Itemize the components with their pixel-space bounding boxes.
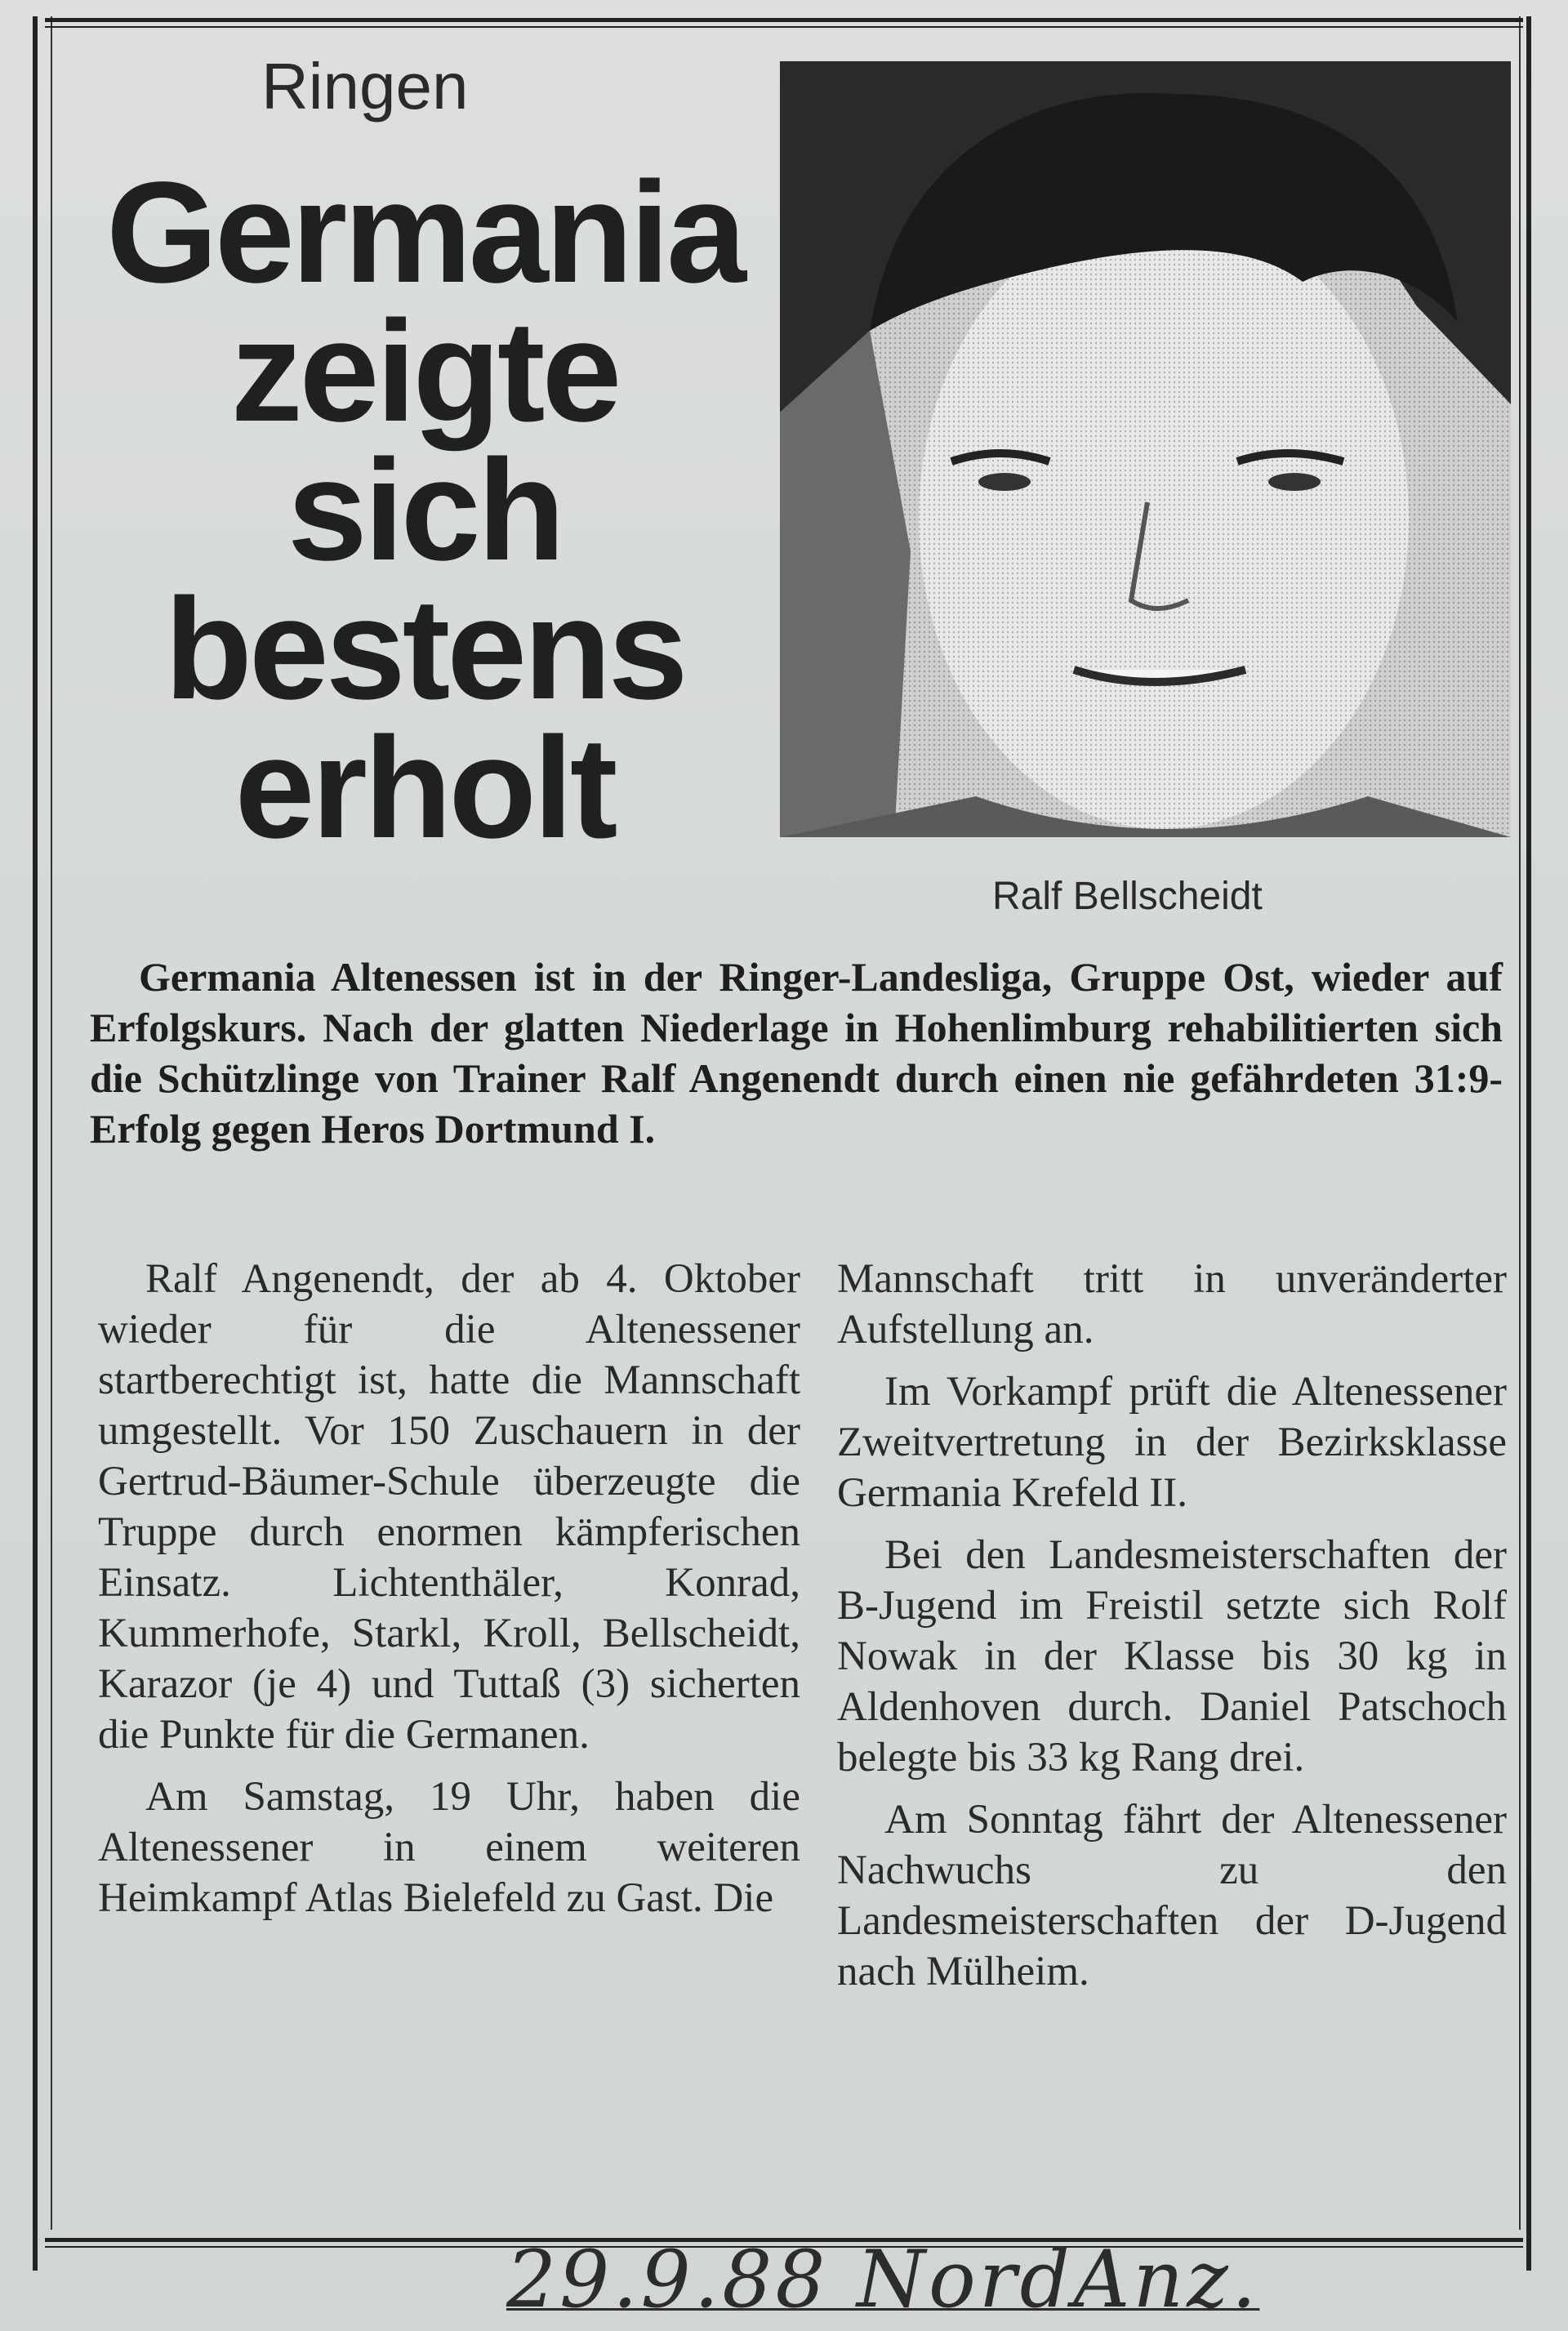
body-paragraph: Ralf Angenendt, der ab 4. Oktober wieder für die Altenessener startberechtigt ist, hatte die Mannschaft umgestellt. Vor 150 Zuschauern in der Gertrud-Bäumer-Schule überzeugte die Truppe durch enormen kämpferischen Einsatz. Lichtenthäler, Konrad, Kummerhofe, Starkl, Kroll, Bellscheidt, Karazor (je 4) und Tuttaß (3) sicherten die Punkte für die Germanen. xyxy=(98,1256,800,1758)
portrait-illustration xyxy=(780,61,1511,837)
portrait-photo xyxy=(780,61,1511,837)
photo-caption: Ralf Bellscheidt xyxy=(992,875,1263,918)
body-paragraph: Im Vorkampf prüft die Altenessener Zweitvertretung in der Bezirksklasse Germania Krefeld II. xyxy=(837,1369,1507,1516)
body-paragraph: Am Samstag, 19 Uhr, haben die Altenessener in einem weiteren Heimkampf Atlas Bielefeld zu Gast. Die xyxy=(98,1774,800,1921)
headline-line: bestens xyxy=(164,569,685,729)
headline-line: zeigte xyxy=(230,292,619,452)
kicker: Ringen xyxy=(261,50,469,123)
headline xyxy=(82,153,768,868)
headline-line: erholt xyxy=(234,708,615,868)
body-column-right xyxy=(837,1254,1507,2008)
top-rule xyxy=(45,18,1523,22)
headline-line: sich xyxy=(287,430,563,591)
handwritten-date-note: 29.9.88 NordAnz. xyxy=(506,2234,1260,2325)
headline-line: Germania xyxy=(106,153,743,313)
top-rule-thin xyxy=(45,26,1523,28)
body-paragraph: Mannschaft tritt in unveränderter Aufstellung an. xyxy=(837,1256,1507,1353)
body-column-left xyxy=(98,1254,800,1935)
lead-paragraph: Germania Altenessen ist in der Ringer-Landesliga, Gruppe Ost, wieder auf Erfolgskurs. Nach der glatten Niederlage in Hohenlimburg rehabilitierten sich die Schützlinge von Trainer Ralf Angenendt durch einen nie gefährdeten 31:9-Erfolg gegen Heros Dortmund I. xyxy=(90,954,1503,1152)
body-paragraph: Am Sonntag fährt der Altenessener Nachwuchs zu den Landesmeisterschaften der D-Jugend nach Mülheim. xyxy=(837,1797,1507,1994)
body-paragraph: Bei den Landesmeisterschaften der B-Jugend im Freistil setzte sich Rolf Nowak in der Klasse bis 30 kg in Aldenhoven durch. Daniel Patschoch belegte bis 33 kg Rang drei. xyxy=(837,1532,1507,1781)
